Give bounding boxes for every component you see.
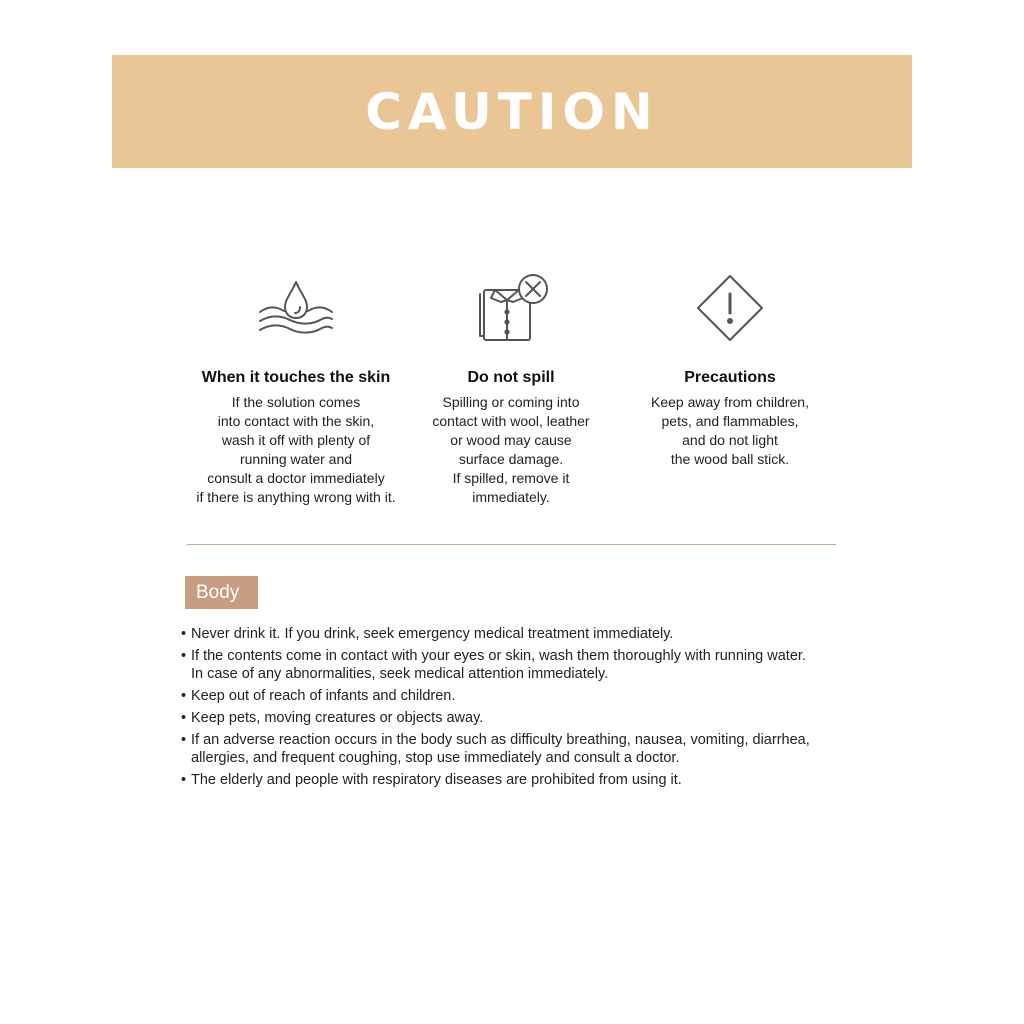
feature-title: Precautions bbox=[684, 369, 776, 386]
list-item bbox=[181, 731, 881, 767]
water-drop-waves-icon bbox=[176, 268, 416, 348]
feature-description: Keep away from children, pets, and flammables, and do not light the wood ball stick. bbox=[651, 394, 809, 467]
bullet: • bbox=[181, 772, 187, 788]
section-label-body: Body bbox=[185, 576, 258, 609]
list-item-text: Keep pets, moving creatures or objects away. bbox=[191, 710, 484, 726]
feature-title: When it touches the skin bbox=[201, 369, 391, 386]
list-item bbox=[181, 687, 881, 705]
list-item-text: Never drink it. If you drink, seek emergency medical treatment immediately. bbox=[191, 626, 674, 642]
bullet: • bbox=[181, 648, 187, 664]
caution-banner bbox=[112, 55, 912, 168]
feature-description: Spilling or coming into contact with wool, leather or wood may cause surface damage. If spilled, remove it immediately. bbox=[432, 394, 590, 505]
feature-title: Do not spill bbox=[467, 369, 555, 386]
section-divider bbox=[187, 544, 836, 545]
list-item-text: If an adverse reaction occurs in the body such as difficulty breathing, nausea, vomiting, diarrhea, allergies, and frequent coughing, stop use immediately and consult a doctor. bbox=[191, 732, 810, 766]
list-item bbox=[181, 771, 881, 789]
bullet: • bbox=[181, 710, 187, 726]
list-item-text: The elderly and people with respiratory diseases are prohibited from using it. bbox=[191, 772, 682, 788]
list-item-text: If the contents come in contact with your eyes or skin, wash them thoroughly with running water. In case of any abnormalities, seek medical attention immediately. bbox=[191, 648, 806, 682]
bullet: • bbox=[181, 626, 187, 642]
body-warnings-list bbox=[181, 625, 881, 793]
warning-diamond-icon bbox=[610, 268, 850, 348]
feature-do-not-spill bbox=[391, 268, 631, 507]
bullet: • bbox=[181, 732, 187, 748]
list-item bbox=[181, 709, 881, 727]
shirt-with-x-icon bbox=[391, 268, 631, 348]
feature-description: If the solution comes into contact with the skin, wash it off with plenty of running water and consult a doctor immediately if there is anything wrong with it. bbox=[196, 394, 396, 505]
bullet: • bbox=[181, 688, 187, 704]
feature-precautions bbox=[610, 268, 850, 469]
feature-skin-contact bbox=[176, 268, 416, 507]
list-item bbox=[181, 625, 881, 643]
list-item-text: Keep out of reach of infants and children. bbox=[191, 688, 456, 704]
page-title: CAUTION bbox=[365, 82, 659, 141]
list-item bbox=[181, 647, 881, 683]
